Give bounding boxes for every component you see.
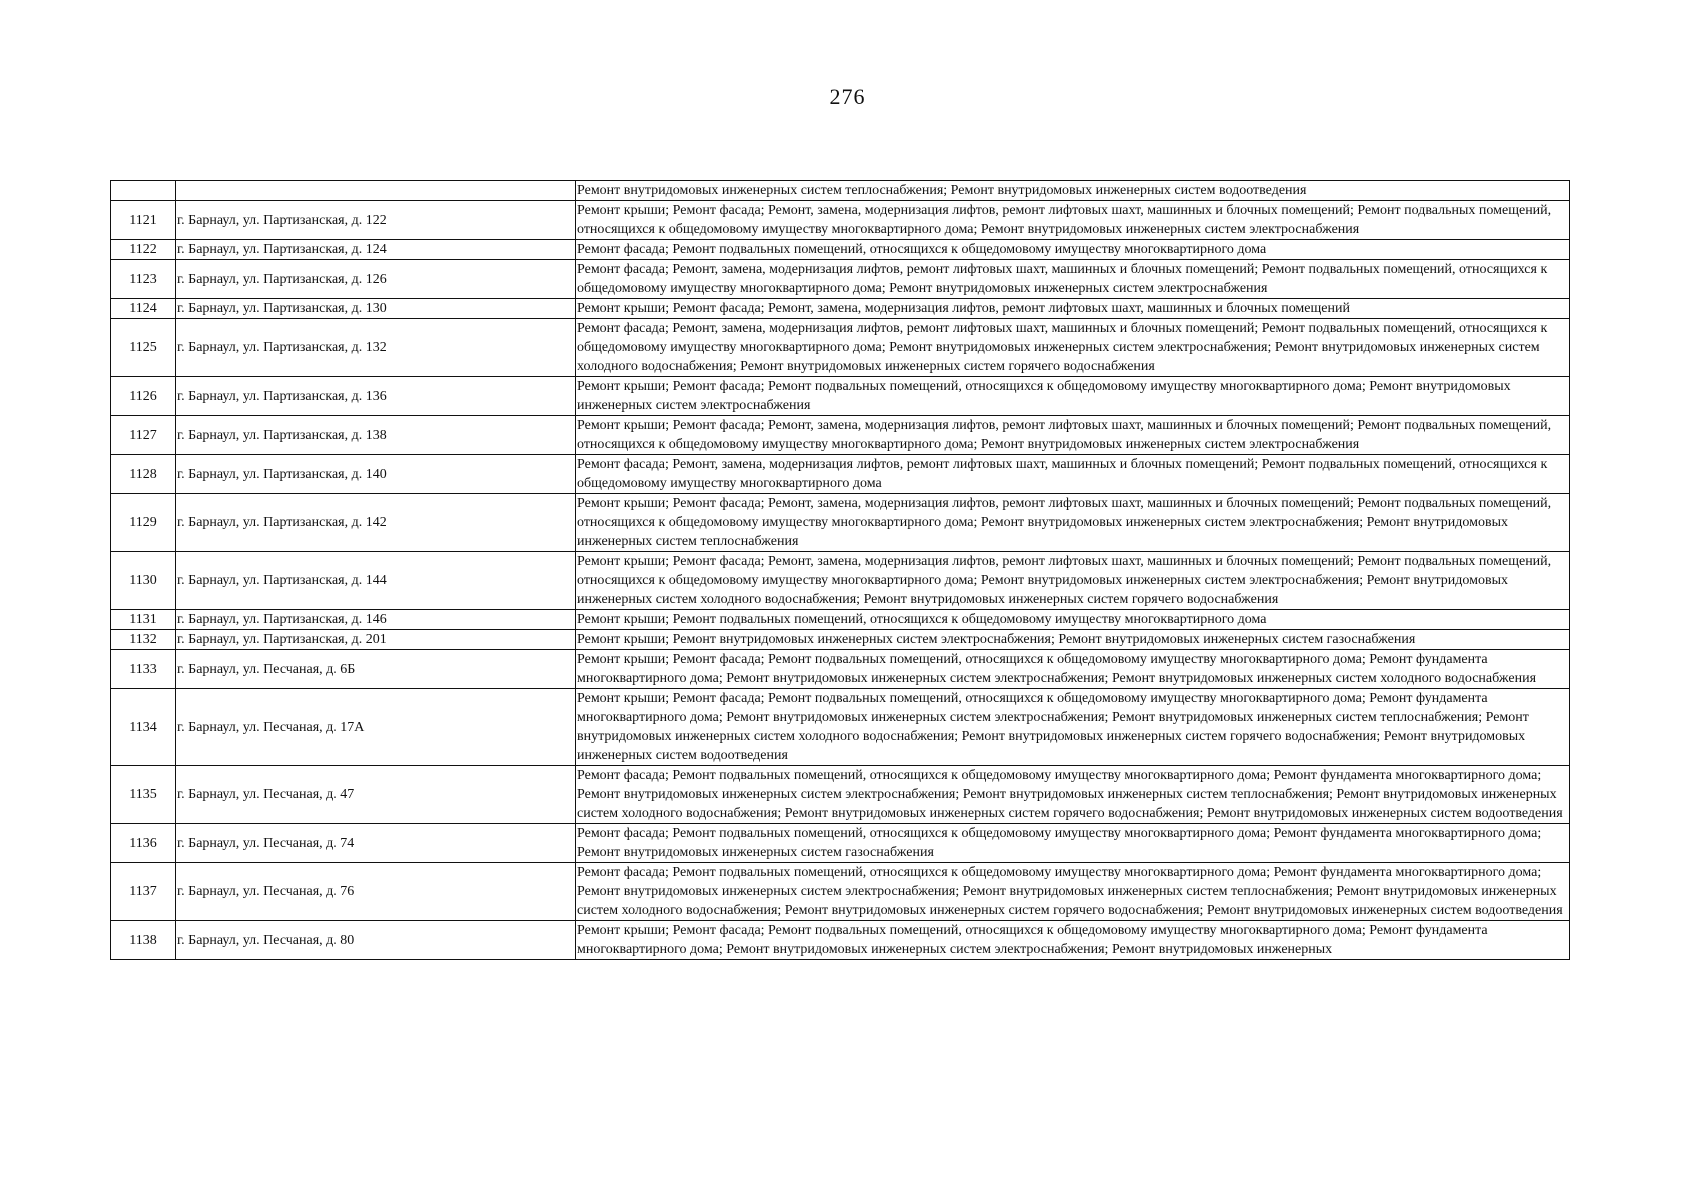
row-works: Ремонт фасада; Ремонт подвальных помещений, относящихся к общедомовому имуществу многоквартирного дома; Ремонт фундамента многоквартирного дома; Ремонт внутридомовых инженерных систем газоснабжения [576,824,1570,863]
row-number: 1134 [111,689,176,766]
table-row [111,494,1570,552]
row-address: г. Барнаул, ул. Партизанская, д. 122 [176,201,576,240]
row-number: 1137 [111,863,176,921]
row-address: г. Барнаул, ул. Песчаная, д. 74 [176,824,576,863]
table-row [111,240,1570,260]
row-works: Ремонт фасада; Ремонт, замена, модернизация лифтов, ремонт лифтовых шахт, машинных и блочных помещений; Ремонт подвальных помещений, относящихся к общедомовому имуществу многоквартирного дома [576,455,1570,494]
row-works: Ремонт крыши; Ремонт подвальных помещений, относящихся к общедомовому имуществу многоквартирного дома [576,610,1570,630]
row-works: Ремонт фасада; Ремонт подвальных помещений, относящихся к общедомовому имуществу многоквартирного дома [576,240,1570,260]
row-number [111,181,176,201]
row-address: г. Барнаул, ул. Партизанская, д. 130 [176,299,576,319]
row-address [176,181,576,201]
table-row [111,630,1570,650]
row-address: г. Барнаул, ул. Песчаная, д. 76 [176,863,576,921]
row-works: Ремонт крыши; Ремонт фасада; Ремонт, замена, модернизация лифтов, ремонт лифтовых шахт, машинных и блочных помещений; Ремонт подвальных помещений, относящихся к общедомовому имуществу многоквартирного дома; Ремонт внутридомовых инженерных систем электроснабжения [576,416,1570,455]
row-address: г. Барнаул, ул. Партизанская, д. 146 [176,610,576,630]
row-number: 1129 [111,494,176,552]
table-row [111,181,1570,201]
table-row [111,552,1570,610]
row-address: г. Барнаул, ул. Песчаная, д. 17А [176,689,576,766]
table-row [111,299,1570,319]
row-works: Ремонт фасада; Ремонт подвальных помещений, относящихся к общедомовому имуществу многоквартирного дома; Ремонт фундамента многоквартирного дома; Ремонт внутридомовых инженерных систем электроснабжения; Ремонт внутридомовых инженерных систем теплоснабжения; Ремонт внутридомовых инженерных систем холодного водоснабжения; Ремонт внутридомовых инженерных систем горячего водоснабжения; Ремонт внутридомовых инженерных систем водоотведения [576,766,1570,824]
row-number: 1135 [111,766,176,824]
row-address: г. Барнаул, ул. Партизанская, д. 136 [176,377,576,416]
row-number: 1136 [111,824,176,863]
row-works: Ремонт крыши; Ремонт фасада; Ремонт подвальных помещений, относящихся к общедомовому имуществу многоквартирного дома; Ремонт внутридомовых инженерных систем электроснабжения [576,377,1570,416]
row-address: г. Барнаул, ул. Партизанская, д. 126 [176,260,576,299]
row-number: 1123 [111,260,176,299]
row-works: Ремонт крыши; Ремонт фасада; Ремонт, замена, модернизация лифтов, ремонт лифтовых шахт, машинных и блочных помещений; Ремонт подвальных помещений, относящихся к общедомовому имуществу многоквартирного дома; Ремонт внутридомовых инженерных систем электроснабжения; Ремонт внутридомовых инженерных систем холодного водоснабжения; Ремонт внутридомовых инженерных систем горячего водоснабжения [576,552,1570,610]
table-row [111,824,1570,863]
row-number: 1127 [111,416,176,455]
table-row [111,650,1570,689]
row-works: Ремонт крыши; Ремонт фасада; Ремонт, замена, модернизация лифтов, ремонт лифтовых шахт, машинных и блочных помещений; Ремонт подвальных помещений, относящихся к общедомовому имуществу многоквартирного дома; Ремонт внутридомовых инженерных систем электроснабжения [576,201,1570,240]
table-row [111,863,1570,921]
row-address: г. Барнаул, ул. Партизанская, д. 201 [176,630,576,650]
table-row [111,201,1570,240]
row-number: 1126 [111,377,176,416]
row-works: Ремонт крыши; Ремонт фасада; Ремонт, замена, модернизация лифтов, ремонт лифтовых шахт, машинных и блочных помещений [576,299,1570,319]
repair-table [110,180,1570,960]
row-address: г. Барнаул, ул. Песчаная, д. 47 [176,766,576,824]
table-row [111,416,1570,455]
row-address: г. Барнаул, ул. Партизанская, д. 132 [176,319,576,377]
table-row [111,319,1570,377]
row-address: г. Барнаул, ул. Партизанская, д. 124 [176,240,576,260]
row-number: 1131 [111,610,176,630]
row-works [576,921,1570,960]
row-number: 1132 [111,630,176,650]
row-works: Ремонт фасада; Ремонт подвальных помещений, относящихся к общедомовому имуществу многоквартирного дома; Ремонт фундамента многоквартирного дома; Ремонт внутридомовых инженерных систем электроснабжения; Ремонт внутридомовых инженерных систем теплоснабжения; Ремонт внутридомовых инженерных систем холодного водоснабжения; Ремонт внутридомовых инженерных систем горячего водоснабжения; Ремонт внутридомовых инженерных систем водоотведения [576,863,1570,921]
table-row [111,260,1570,299]
repair-table-body [111,181,1570,960]
row-address: г. Барнаул, ул. Партизанская, д. 144 [176,552,576,610]
table-row [111,766,1570,824]
row-works-text: Ремонт крыши; Ремонт фасада; Ремонт подвальных помещений, относящихся к общедомовому имуществу многоквартирного дома; Ремонт фундамента многоквартирного дома; Ремонт внутридомовых инженерных систем электроснабжения; Ремонт внутридомовых инженерных [577,923,1488,957]
table-row [111,455,1570,494]
row-number: 1138 [111,921,176,960]
row-works: Ремонт фасада; Ремонт, замена, модернизация лифтов, ремонт лифтовых шахт, машинных и блочных помещений; Ремонт подвальных помещений, относящихся к общедомовому имуществу многоквартирного дома; Ремонт внутридомовых инженерных систем электроснабжения; Ремонт внутридомовых инженерных систем холодного водоснабжения; Ремонт внутридомовых инженерных систем горячего водоснабжения [576,319,1570,377]
row-works: Ремонт крыши; Ремонт фасада; Ремонт подвальных помещений, относящихся к общедомовому имуществу многоквартирного дома; Ремонт фундамента многоквартирного дома; Ремонт внутридомовых инженерных систем электроснабжения; Ремонт внутридомовых инженерных систем теплоснабжения; Ремонт внутридомовых инженерных систем холодного водоснабжения; Ремонт внутридомовых инженерных систем горячего водоснабжения; Ремонт внутридомовых инженерных систем водоотведения [576,689,1570,766]
table-row [111,610,1570,630]
row-works: Ремонт крыши; Ремонт фасада; Ремонт подвальных помещений, относящихся к общедомовому имуществу многоквартирного дома; Ремонт фундамента многоквартирного дома; Ремонт внутридомовых инженерных систем электроснабжения; Ремонт внутридомовых инженерных систем холодного водоснабжения [576,650,1570,689]
row-number: 1122 [111,240,176,260]
row-address: г. Барнаул, ул. Песчаная, д. 6Б [176,650,576,689]
row-address: г. Барнаул, ул. Песчаная, д. 80 [176,921,576,960]
table-row [111,377,1570,416]
page-number: 276 [829,84,866,109]
table-row [111,921,1570,960]
row-works: Ремонт фасада; Ремонт, замена, модернизация лифтов, ремонт лифтовых шахт, машинных и блочных помещений; Ремонт подвальных помещений, относящихся к общедомовому имуществу многоквартирного дома; Ремонт внутридомовых инженерных систем электроснабжения [576,260,1570,299]
row-address: г. Барнаул, ул. Партизанская, д. 138 [176,416,576,455]
row-number: 1128 [111,455,176,494]
row-number: 1124 [111,299,176,319]
row-address: г. Барнаул, ул. Партизанская, д. 142 [176,494,576,552]
table-row [111,689,1570,766]
row-works: Ремонт крыши; Ремонт фасада; Ремонт, замена, модернизация лифтов, ремонт лифтовых шахт, машинных и блочных помещений; Ремонт подвальных помещений, относящихся к общедомовому имуществу многоквартирного дома; Ремонт внутридомовых инженерных систем электроснабжения; Ремонт внутридомовых инженерных систем теплоснабжения [576,494,1570,552]
row-works: Ремонт внутридомовых инженерных систем теплоснабжения; Ремонт внутридомовых инженерных систем водоотведения [576,181,1570,201]
row-number: 1121 [111,201,176,240]
row-number: 1125 [111,319,176,377]
row-works: Ремонт крыши; Ремонт внутридомовых инженерных систем электроснабжения; Ремонт внутридомовых инженерных систем газоснабжения [576,630,1570,650]
row-number: 1133 [111,650,176,689]
row-address: г. Барнаул, ул. Партизанская, д. 140 [176,455,576,494]
row-number: 1130 [111,552,176,610]
